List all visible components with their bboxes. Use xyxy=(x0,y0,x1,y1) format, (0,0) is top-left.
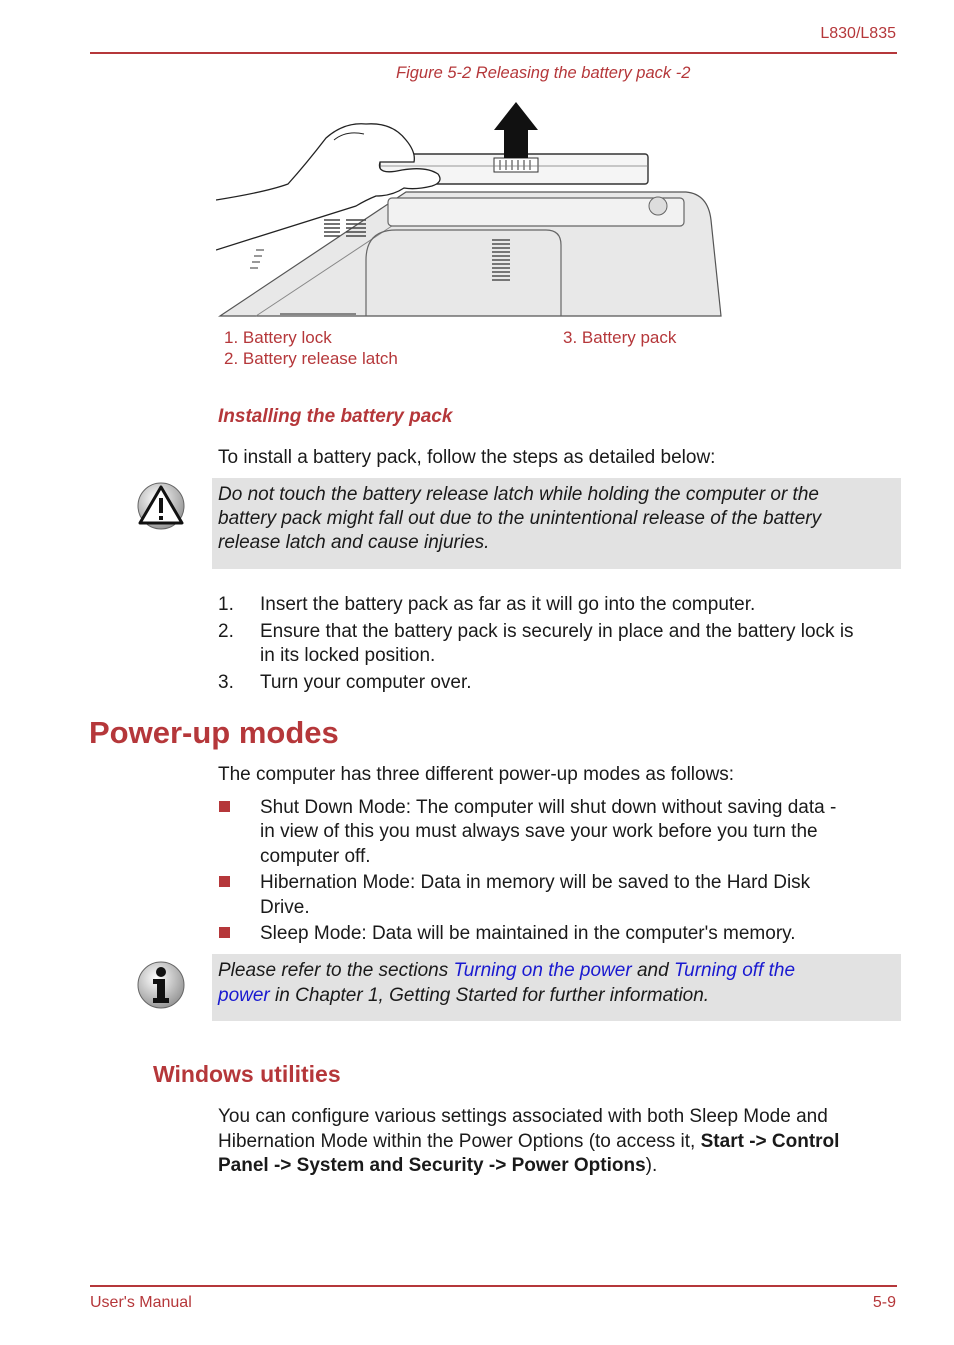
step-number: 1. xyxy=(218,594,234,615)
caution-icon-wrap xyxy=(136,481,186,531)
subsection-title: Windows utilities xyxy=(153,1061,341,1087)
legend-item: 3. Battery pack xyxy=(563,328,677,347)
step-text: in its locked position. xyxy=(260,645,436,666)
windows-text-line xyxy=(218,1154,657,1179)
info-icon-wrap xyxy=(136,960,186,1010)
info-note-line1 xyxy=(218,959,795,984)
figure-caption: Figure 5-2 Releasing the battery pack -2 xyxy=(396,64,691,82)
section-subheading: Installing the battery pack xyxy=(218,406,453,427)
step-text: Ensure that the battery pack is securely in place and the battery lock is xyxy=(260,621,854,642)
caution-line: release latch and cause injuries. xyxy=(218,532,490,553)
powerup-intro: The computer has three different power-up modes as follows: xyxy=(218,764,735,785)
step-number: 2. xyxy=(218,621,234,642)
info-icon xyxy=(136,960,186,1010)
note-text: in Chapter 1, Getting Started for further information. xyxy=(269,985,710,1006)
bullet-marker xyxy=(219,876,230,887)
link-turning-off-power[interactable]: Turning off the xyxy=(673,960,796,981)
note-text: and xyxy=(631,960,674,981)
battery-release-illustration xyxy=(216,100,722,320)
note-text: Please refer to the sections xyxy=(218,960,454,981)
caution-line: Do not touch the battery release latch while holding the computer or the xyxy=(218,484,819,505)
windows-path-bold: Panel -> System and Security -> Power Options xyxy=(218,1155,646,1176)
step-number: 3. xyxy=(218,672,234,693)
link-turning-on-power[interactable]: Turning on the power xyxy=(453,960,632,981)
info-note-line2 xyxy=(218,984,709,1009)
step-text: Turn your computer over. xyxy=(260,672,472,693)
footer-left: User's Manual xyxy=(90,1294,192,1311)
bullet-text: Hibernation Mode: Data in memory will be saved to the Hard Disk xyxy=(260,872,811,893)
windows-text: Hibernation Mode within the Power Options (to access it, xyxy=(218,1131,701,1152)
bullet-text: Sleep Mode: Data will be maintained in the computer's memory. xyxy=(260,923,796,944)
windows-text: ). xyxy=(645,1155,658,1176)
bullet-text: computer off. xyxy=(260,846,371,867)
header-model: L830/L835 xyxy=(820,25,896,42)
windows-text-line xyxy=(218,1130,839,1155)
warning-triangle-icon xyxy=(136,481,186,531)
bullet-text: Drive. xyxy=(260,897,310,918)
legend-item: 1. Battery lock xyxy=(224,328,332,347)
footer-rule xyxy=(90,1285,897,1287)
install-intro: To install a battery pack, follow the steps as detailed below: xyxy=(218,447,716,468)
caution-line: battery pack might fall out due to the unintentional release of the battery xyxy=(218,508,822,529)
footer-page-number: 5-9 xyxy=(872,1294,896,1311)
section-title: Power-up modes xyxy=(89,715,339,750)
bullet-marker xyxy=(219,801,230,812)
bullet-marker xyxy=(219,927,230,938)
link-turning-off-power-cont[interactable]: power xyxy=(218,985,270,1006)
step-text: Insert the battery pack as far as it will go into the computer. xyxy=(260,594,756,615)
bullet-text: Shut Down Mode: The computer will shut down without saving data - xyxy=(260,797,837,818)
windows-text-line: You can configure various settings associated with both Sleep Mode and xyxy=(218,1106,828,1127)
bullet-text: in view of this you must always save your work before you turn the xyxy=(260,821,818,842)
header-rule xyxy=(90,52,897,54)
windows-path-bold: Start -> Control xyxy=(700,1131,840,1152)
legend-item: 2. Battery release latch xyxy=(224,349,398,368)
